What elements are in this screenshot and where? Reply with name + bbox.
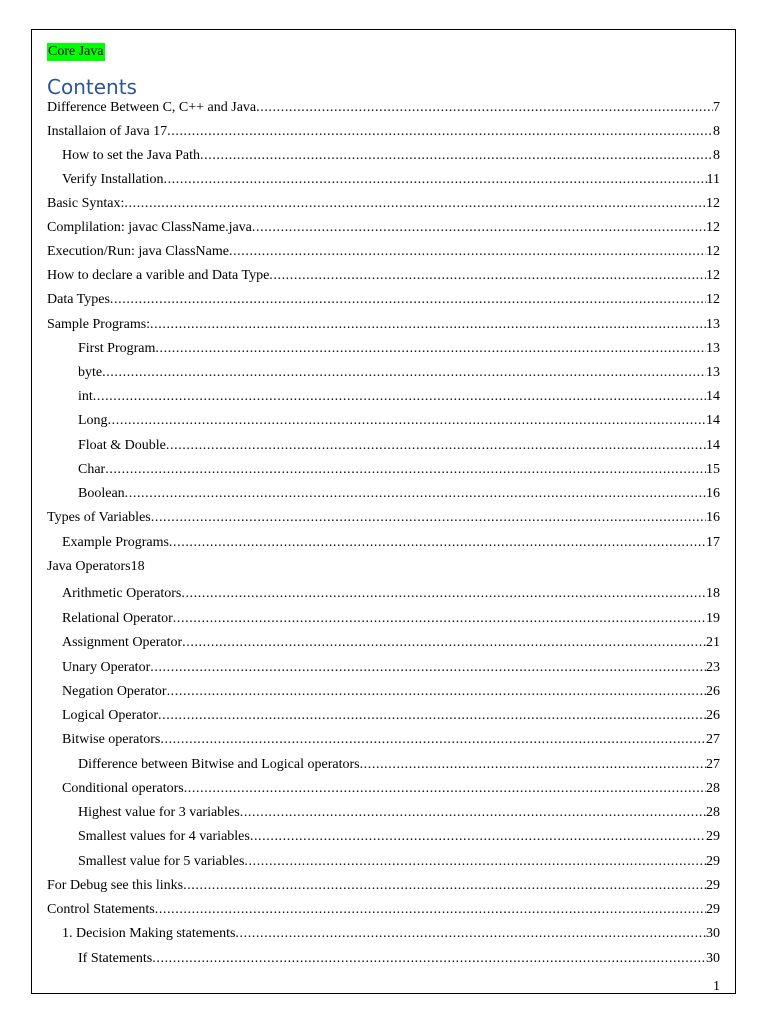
toc-entry-page: 14 bbox=[706, 413, 720, 428]
toc-entry-page: 29 bbox=[706, 878, 720, 893]
toc-leader-dots bbox=[269, 266, 706, 286]
toc-entry-page: 13 bbox=[706, 365, 720, 380]
toc-entry-page: 21 bbox=[706, 635, 720, 650]
toc-leader-dots bbox=[163, 170, 706, 190]
toc-entry-title: Arithmetic Operators bbox=[62, 586, 182, 601]
toc-entry[interactable] bbox=[47, 658, 720, 678]
toc-entry-page: 27 bbox=[706, 757, 720, 772]
toc-entry[interactable] bbox=[47, 411, 720, 431]
toc-entry-page: 16 bbox=[706, 510, 720, 525]
toc-leader-dots bbox=[125, 484, 706, 504]
toc-entry[interactable] bbox=[47, 706, 720, 726]
toc-entry-title: Char bbox=[78, 462, 106, 477]
toc-leader-dots bbox=[155, 900, 706, 920]
toc-entry-page: 26 bbox=[706, 684, 720, 699]
toc-leader-dots bbox=[184, 779, 706, 799]
toc-entry-page: 12 bbox=[706, 220, 720, 235]
toc-leader-dots bbox=[183, 876, 706, 896]
contents-heading: Contents bbox=[47, 75, 137, 99]
toc-entry-title: Highest value for 3 variables bbox=[78, 805, 240, 820]
toc-entry[interactable] bbox=[47, 484, 720, 504]
toc-entry-title: Logical Operator bbox=[62, 708, 159, 723]
toc-leader-dots bbox=[169, 533, 706, 553]
toc-entry[interactable] bbox=[47, 460, 720, 480]
toc-leader-dots bbox=[250, 827, 706, 847]
toc-entry-title: byte bbox=[78, 365, 103, 380]
toc-entry-page: 12 bbox=[706, 292, 720, 307]
toc-leader-dots bbox=[229, 242, 706, 262]
toc-entry[interactable] bbox=[47, 949, 720, 969]
toc-entry-page: 29 bbox=[706, 902, 720, 917]
toc-entry[interactable] bbox=[47, 876, 720, 896]
toc-entry-title: Assignment Operator bbox=[62, 635, 183, 650]
toc-leader-dots bbox=[102, 363, 706, 383]
toc-entry-title: How to declare a varible and Data Type bbox=[47, 268, 270, 283]
toc-entry-title: Control Statements bbox=[47, 902, 155, 917]
toc-leader-dots bbox=[124, 194, 706, 214]
toc-entry[interactable] bbox=[47, 266, 720, 286]
toc-entry-title: Types of Variables bbox=[47, 510, 151, 525]
toc-entry-title: Execution/Run: java ClassName bbox=[47, 244, 229, 259]
toc-entry-page: 28 bbox=[706, 805, 720, 820]
toc-entry-page: 8 bbox=[713, 148, 720, 163]
toc-entry[interactable] bbox=[47, 557, 720, 577]
toc-entry-title: int bbox=[78, 389, 93, 404]
toc-entry-page: 26 bbox=[706, 708, 720, 723]
toc-entry[interactable] bbox=[47, 682, 720, 702]
toc-leader-dots bbox=[240, 803, 706, 823]
toc-entry-title: Bitwise operators bbox=[62, 732, 161, 747]
toc-entry-title: 1. Decision Making statements bbox=[62, 926, 236, 941]
toc-entry[interactable] bbox=[47, 218, 720, 238]
toc-leader-dots bbox=[173, 609, 706, 629]
toc-entry-title: Java Operators18 bbox=[47, 559, 145, 574]
toc-entry-page: 14 bbox=[706, 438, 720, 453]
toc-entry-title: Unary Operator bbox=[62, 660, 151, 675]
toc-entry[interactable] bbox=[47, 900, 720, 920]
toc-entry-title: Conditional operators bbox=[62, 781, 184, 796]
toc-entry[interactable] bbox=[47, 387, 720, 407]
toc-entry-page: 19 bbox=[706, 611, 720, 626]
toc-entry-page: 8 bbox=[713, 124, 720, 139]
toc-entry[interactable] bbox=[47, 242, 720, 262]
toc-leader-dots bbox=[244, 852, 706, 872]
toc-entry-page: 7 bbox=[713, 100, 720, 115]
toc-entry[interactable] bbox=[47, 363, 720, 383]
toc-entry-page: 18 bbox=[706, 586, 720, 601]
toc-leader-dots bbox=[182, 633, 706, 653]
toc-leader-dots bbox=[235, 924, 706, 944]
toc-leader-dots bbox=[166, 436, 706, 456]
toc-entry-title: Boolean bbox=[78, 486, 125, 501]
toc-leader-dots bbox=[93, 387, 706, 407]
toc-entry[interactable] bbox=[47, 436, 720, 456]
toc-entry[interactable] bbox=[47, 730, 720, 750]
toc-entry-page: 27 bbox=[706, 732, 720, 747]
toc-leader-dots bbox=[150, 658, 706, 678]
toc-leader-dots bbox=[167, 682, 706, 702]
toc-leader-dots bbox=[360, 755, 706, 775]
toc-entry[interactable] bbox=[47, 170, 720, 190]
toc-entry-title: Smallest value for 5 variables bbox=[78, 854, 245, 869]
toc-leader-dots bbox=[150, 315, 706, 335]
toc-entry[interactable] bbox=[47, 339, 720, 359]
toc-entry-title: Verify Installation bbox=[62, 172, 164, 187]
toc-entry[interactable] bbox=[47, 852, 720, 872]
toc-entry-title: Installaion of Java 17 bbox=[47, 124, 168, 139]
toc-entry-page: 30 bbox=[706, 926, 720, 941]
toc-entry-page: 13 bbox=[706, 341, 720, 356]
toc-leader-dots bbox=[160, 730, 706, 750]
toc-entry-title: Relational Operator bbox=[62, 611, 173, 626]
toc-entry-page: 12 bbox=[706, 244, 720, 259]
toc-leader-dots bbox=[152, 949, 706, 969]
toc-leader-dots bbox=[256, 98, 713, 118]
toc-entry[interactable] bbox=[47, 98, 720, 118]
toc-leader-dots bbox=[151, 508, 706, 528]
toc-entry-page: 28 bbox=[706, 781, 720, 796]
toc-entry[interactable] bbox=[47, 508, 720, 528]
toc-entry-title: Long bbox=[78, 413, 108, 428]
toc-entry-title: For Debug see this links bbox=[47, 878, 184, 893]
toc-entry-page: 12 bbox=[706, 268, 720, 283]
toc-entry[interactable] bbox=[47, 122, 720, 142]
document-label: Core Java bbox=[48, 44, 104, 59]
toc-entry-title: Data Types bbox=[47, 292, 110, 307]
toc-entry-title: Complilation: javac ClassName.java bbox=[47, 220, 252, 235]
toc-entry-title: Basic Syntax: bbox=[47, 196, 125, 211]
toc-entry-title: Float & Double bbox=[78, 438, 166, 453]
toc-entry-title: Smallest values for 4 variables bbox=[78, 829, 250, 844]
page-number: 1 bbox=[713, 979, 720, 994]
toc-leader-dots bbox=[110, 290, 706, 310]
toc-entry-page: 16 bbox=[706, 486, 720, 501]
toc-entry-page: 29 bbox=[706, 854, 720, 869]
toc-entry-page: 23 bbox=[706, 660, 720, 675]
toc-entry[interactable] bbox=[47, 827, 720, 847]
toc-entry[interactable] bbox=[47, 146, 720, 166]
toc-leader-dots bbox=[158, 706, 706, 726]
toc-leader-dots bbox=[200, 146, 713, 166]
toc-leader-dots bbox=[105, 460, 706, 480]
toc-entry[interactable] bbox=[47, 779, 720, 799]
toc-entry-page: 30 bbox=[706, 951, 720, 966]
toc-entry[interactable] bbox=[47, 633, 720, 653]
toc-entry[interactable] bbox=[47, 609, 720, 629]
toc-entry-title: Difference Between C, C++ and Java bbox=[47, 100, 257, 115]
toc-entry-page: 11 bbox=[706, 172, 720, 187]
toc-entry[interactable] bbox=[47, 315, 720, 335]
toc-entry-title: First Program bbox=[78, 341, 156, 356]
toc-entry[interactable] bbox=[47, 290, 720, 310]
toc-entry-title: If Statements bbox=[78, 951, 153, 966]
toc-entry-page: 29 bbox=[706, 829, 720, 844]
toc-leader-dots bbox=[167, 122, 713, 142]
toc-leader-dots bbox=[108, 411, 706, 431]
toc-entry-page: 17 bbox=[706, 535, 720, 550]
toc-entry[interactable] bbox=[47, 584, 720, 604]
toc-entry-page: 14 bbox=[706, 389, 720, 404]
toc-entry-title: Difference between Bitwise and Logical operators bbox=[78, 757, 360, 772]
toc-entry[interactable] bbox=[47, 194, 720, 214]
toc-entry-page: 13 bbox=[706, 317, 720, 332]
toc-entry-title: How to set the Java Path bbox=[62, 148, 201, 163]
toc-entry[interactable] bbox=[47, 924, 720, 944]
toc-entry[interactable] bbox=[47, 533, 720, 553]
toc-leader-dots bbox=[181, 584, 706, 604]
toc-entry-title: Negation Operator bbox=[62, 684, 167, 699]
toc-entry[interactable] bbox=[47, 803, 720, 823]
toc-entry-page: 15 bbox=[706, 462, 720, 477]
toc-leader-dots bbox=[252, 218, 706, 238]
toc-entry-title: Sample Programs: bbox=[47, 317, 151, 332]
toc-entry-title: Example Programs bbox=[62, 535, 169, 550]
toc-entry[interactable] bbox=[47, 755, 720, 775]
toc-entry-page: 12 bbox=[706, 196, 720, 211]
toc-leader-dots bbox=[155, 339, 706, 359]
